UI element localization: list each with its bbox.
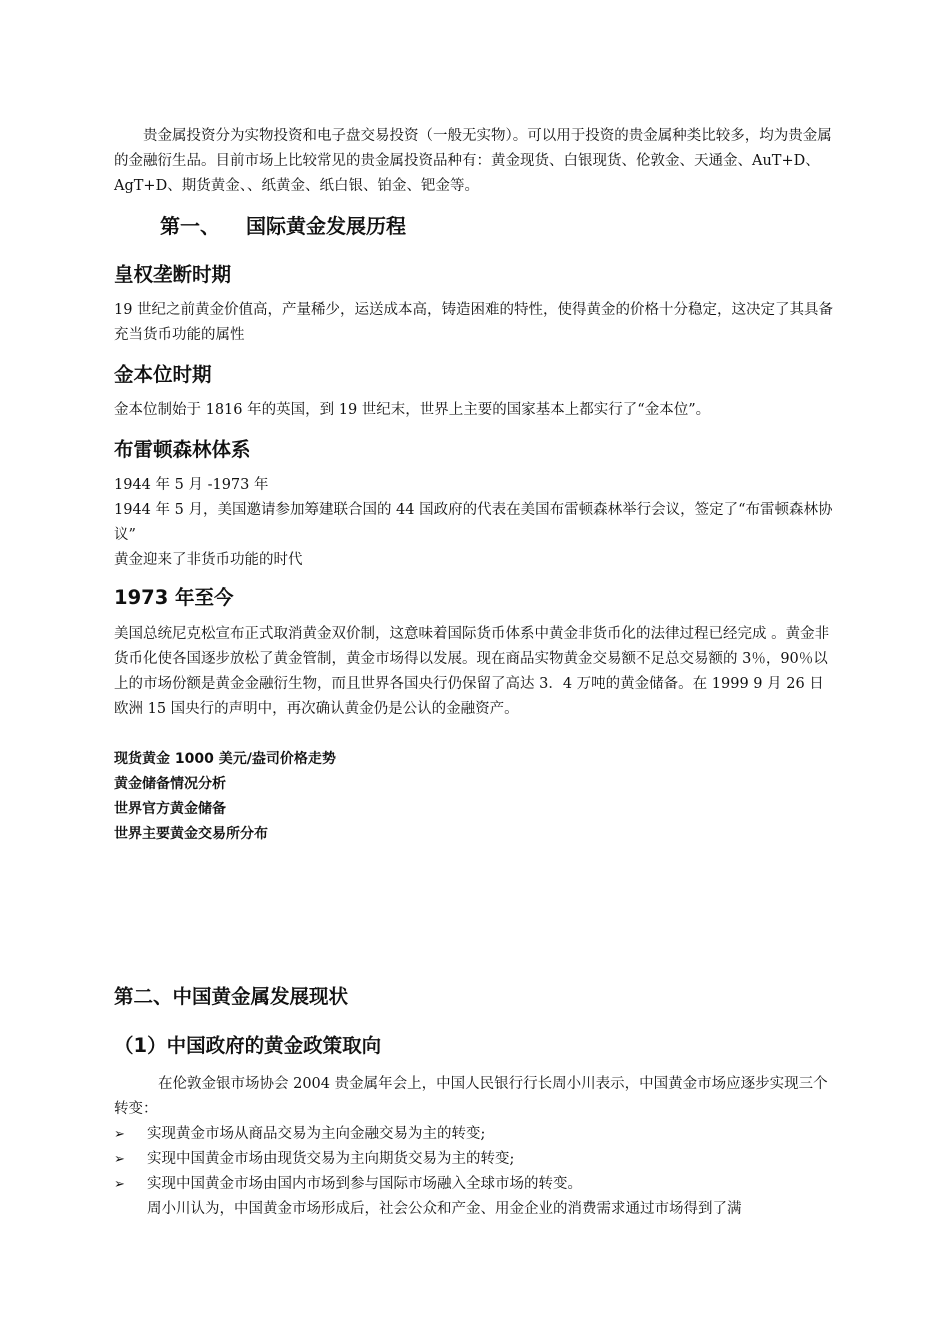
period-text: 美国总统尼克松宣布正式取消黄金双价制，这意味着国际货币体系中黄金非货币化的法律过程已经完成 。黄金非货币化使各国逐步放松了黄金管制，黄金市场得以发展。现在商品实物黄金交易额不足总交易额的 3％，90％以上的市场份额是黄金金融衍生物，而且世界各国央行仍保留了高达 3．4 万吨的黄金储备。在 1999 9 月 26 日欧洲 15 国央行的声明中，再次确认黄金仍是公认的金融资产。 — [114, 626, 830, 717]
section2-subtitle: （1）中国政府的黄金政策取向 — [114, 1034, 382, 1057]
period-text: 1944 年 5 月 -1973 年 — [114, 477, 269, 493]
list-item-text: 实现中国黄金市场由国内市场到参与国际市场融入全球市场的转变。 — [147, 1176, 582, 1192]
topic-link[interactable]: 世界主要黄金交易所分布 — [114, 826, 268, 842]
period-heading: 1973 年至今 — [114, 586, 234, 609]
topic-link[interactable]: 现货黄金 1000 美元/盎司价格走势 — [114, 751, 336, 767]
period-text: 金本位制始于 1816 年的英国，到 19 世纪末，世界上主要的国家基本上都实行了“金本位”。 — [114, 402, 711, 418]
list-item — [114, 1147, 836, 1172]
list-item-text: 实现黄金市场从商品交易为主向金融交易为主的转变; — [147, 1126, 486, 1142]
intro-paragraph: 贵金属投资分为实物投资和电子盘交易投资（一般无实物）。可以用于投资的贵金属种类比较多，均为贵金属的金融衍生品。目前市场上比较常见的贵金属投资品种有：黄金现货、白银现货、伦敦金、天通金、AuT+D、AgT+D、期货黄金、、纸黄金、纸白银、铂金、钯金等。 — [114, 128, 832, 194]
period-text: 黄金迎来了非货币功能的时代 — [114, 552, 303, 568]
list-item — [114, 1122, 836, 1147]
bullet-arrow-icon: ➢ — [114, 1177, 125, 1192]
period-text: 19 世纪之前黄金价值高，产量稀少，运送成本高，铸造困难的特性，使得黄金的价格十分稳定，这决定了其具备充当货币功能的属性 — [114, 302, 834, 343]
bullet-arrow-icon: ➢ — [114, 1127, 125, 1142]
section1-number: 第一、 — [160, 214, 220, 238]
list-item-text: 实现中国黄金市场由现货交易为主向期货交易为主的转变; — [147, 1151, 515, 1167]
list-item — [114, 1172, 836, 1197]
bullet-arrow-icon: ➢ — [114, 1152, 125, 1167]
section2-last-line: 周小川认为，中国黄金市场形成后，社会公众和产金、用金企业的消费需求通过市场得到了满 — [147, 1201, 742, 1217]
section1-title: 国际黄金发展历程 — [246, 214, 406, 238]
period-text: 1944 年 5 月，美国邀请参加筹建联合国的 44 国政府的代表在美国布雷顿森林举行会议，签定了“布雷顿森林协议” — [114, 502, 833, 543]
period-heading: 皇权垄断时期 — [114, 263, 232, 286]
section2-title: 第二、中国黄金属发展现状 — [114, 985, 349, 1008]
period-heading: 布雷顿森林体系 — [114, 438, 251, 461]
section1-heading — [160, 212, 836, 240]
topic-link[interactable]: 黄金储备情况分析 — [114, 776, 226, 792]
period-heading: 金本位时期 — [114, 363, 212, 386]
section2-paragraph: 在伦敦金银市场协会 2004 贵金属年会上，中国人民银行行长周小川表示，中国黄金市场应逐步实现三个转变： — [114, 1076, 828, 1117]
topic-link[interactable]: 世界官方黄金储备 — [114, 801, 226, 817]
